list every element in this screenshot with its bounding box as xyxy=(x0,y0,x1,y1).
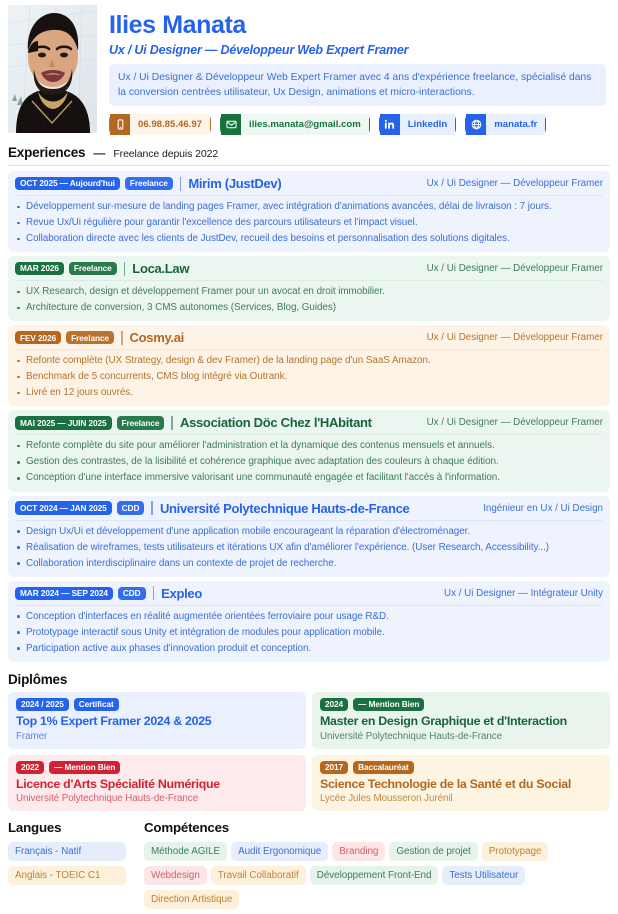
experience-org: Association Döc Chez l'HAbitant xyxy=(179,415,372,431)
experience-bullet: Refonte complète (UX Strategy, design & dev Framer) de la landing page d'un SaaS Amazon. xyxy=(15,353,603,369)
skill-tag: Travail Collaboratif xyxy=(211,866,306,885)
diploma-school: Université Polytechnique Hauts-de-France xyxy=(16,793,199,805)
experience-header xyxy=(15,500,603,519)
experience-bullet: Conception d'une interface immersive valorisant une communauté engagée et facilitant l'accès à l'information. xyxy=(15,470,603,486)
page-title: Ilies Manata xyxy=(109,11,246,39)
profile-role: Ux / Ui Designer — Développeur Web Expert Framer xyxy=(109,42,409,57)
experiences-dash: — xyxy=(93,146,106,160)
separator-bar xyxy=(153,586,155,600)
experience-period-badge: MAR 2024 — SEP 2024 xyxy=(15,587,113,600)
diploma-school: Université Polytechnique Hauts-de-France xyxy=(320,730,503,742)
envelope-icon xyxy=(221,114,241,135)
experience-item xyxy=(8,496,610,577)
diploma-mention-badge: — Mention Bien xyxy=(49,761,120,774)
experience-item xyxy=(8,325,610,406)
separator-bar xyxy=(151,501,153,515)
skill-tag: Méthode AGILE xyxy=(144,842,227,861)
skill-tag: Gestion de projet xyxy=(389,842,477,861)
diploma-item xyxy=(8,755,306,812)
experience-bullet: Participation active aux phases d'innovation produit et conception. xyxy=(15,641,603,657)
skill-tag: Branding xyxy=(332,842,385,861)
skill-list xyxy=(144,842,610,914)
skill-tag: Direction Artistique xyxy=(144,890,239,909)
experience-header xyxy=(15,260,603,279)
contact-linkedin-label: LinkedIn xyxy=(400,114,455,135)
avatar xyxy=(8,5,97,133)
diploma-title: Science Technologie de la Santé et du Social xyxy=(320,776,571,791)
skills-title: Compétences xyxy=(144,820,229,836)
separator-bar xyxy=(124,262,126,276)
experience-bullet-list xyxy=(15,524,603,572)
experience-bullet: Prototypage interactif sous Unity et intégration de modules pour application mobile. xyxy=(15,625,603,641)
experience-bullet: Réalisation de wireframes, tests utilisateurs et itérations UX afin d'améliorer l'expérience. (User Research, Accessibility...) xyxy=(15,540,603,556)
experience-divider xyxy=(15,195,603,196)
experience-bullet: Benchmark de 5 concurrents, CMS blog intégré via Outrank. xyxy=(15,369,603,385)
experience-item xyxy=(8,410,610,491)
contact-phone[interactable] xyxy=(109,114,211,135)
experiences-subtitle: Freelance depuis 2022 xyxy=(113,148,219,160)
diploma-badges xyxy=(320,698,602,711)
diploma-item xyxy=(312,755,610,812)
experience-bullet: Architecture de conversion, 3 CMS autonomes (Services, Blog, Guides) xyxy=(15,300,603,316)
portrait-photo-icon xyxy=(8,5,97,133)
language-tag: Français - Natif xyxy=(8,842,126,861)
diploma-mention-badge: — Mention Bien xyxy=(353,698,424,711)
diplomas-title: Diplômes xyxy=(8,671,68,687)
experience-period-badge: MAI 2025 — JUIN 2025 xyxy=(15,416,112,429)
experience-contract-badge: CDD xyxy=(117,501,145,514)
diploma-title: Master en Design Graphique et d'Interaction xyxy=(320,714,567,729)
diploma-mention-badge: Certificat xyxy=(74,698,119,711)
experience-jobtitle: Ux / Ui Designer — Développeur Framer xyxy=(426,178,603,189)
experience-item xyxy=(8,581,610,662)
experience-bullet-list xyxy=(15,438,603,486)
experience-contract-badge: Freelance xyxy=(117,416,165,429)
experience-org: Université Polytechnique Hauts-de-France xyxy=(159,500,410,516)
experience-header xyxy=(15,175,603,194)
experience-org: Mirim (JustDev) xyxy=(188,176,282,191)
diplomas-section-header xyxy=(8,672,610,687)
experience-header xyxy=(15,329,603,348)
experience-header xyxy=(15,585,603,604)
experience-bullet: Conception d'interfaces en réalité augmentée orientées ferroviaire pour usage R&D. xyxy=(15,609,603,625)
contact-list xyxy=(109,114,610,135)
experience-bullet: Développement sur-mesure de landing pages Framer, avec intégration d'animations avancées, délai de livraison : 7 jours. xyxy=(15,199,603,215)
experience-item xyxy=(8,171,610,252)
diploma-item xyxy=(8,692,306,749)
experience-bullet: Revue Ux/Ui régulière pour garantir l'excellence des parcours utilisateurs et l'impact visuel. xyxy=(15,215,603,231)
experience-divider xyxy=(15,520,603,521)
skill-tag: Webdesign xyxy=(144,866,207,885)
diploma-title: Licence d'Arts Spécialité Numérique xyxy=(16,776,220,791)
skills-column xyxy=(144,820,610,914)
experience-org: Loca.Law xyxy=(132,261,190,277)
languages-title: Langues xyxy=(8,820,62,836)
experience-divider xyxy=(15,349,603,350)
profile-summary: Ux / Ui Designer & Développeur Web Expert Framer avec 4 ans d'expérience freelance, spécialisé dans la conversion centrées utilisateur, Ux Design, animations et micro-interactions. xyxy=(109,64,606,107)
contact-email-label: ilies.manata@gmail.com xyxy=(241,114,369,135)
diploma-grid xyxy=(8,692,610,812)
globe-icon xyxy=(466,114,486,135)
contact-email[interactable] xyxy=(220,114,370,135)
diploma-year-badge: 2017 xyxy=(320,761,348,774)
experience-bullet: Refonte complète du site pour améliorer l'administration et la dynamique des contenus mensuels et annuels. xyxy=(15,438,603,454)
diploma-badges xyxy=(16,698,298,711)
diploma-year-badge: 2022 xyxy=(16,761,44,774)
experience-bullet-list xyxy=(15,353,603,401)
separator-bar xyxy=(171,416,173,430)
experience-bullet: Design Ux/Ui et développement d'une application mobile encourageant la réparation d'électroménager. xyxy=(15,524,603,540)
diploma-item xyxy=(312,692,610,749)
experience-divider xyxy=(15,434,603,435)
experience-bullet-list xyxy=(15,609,603,657)
experience-bullet-list xyxy=(15,199,603,247)
languages-column xyxy=(8,820,126,914)
linkedin-icon xyxy=(380,114,400,135)
experience-bullet: Gestion des contrastes, de la lisibilité et cohérence graphique avec adaptation des couleurs à chaque édition. xyxy=(15,454,603,470)
experience-contract-badge: Freelance xyxy=(125,177,173,190)
phone-icon xyxy=(110,114,130,135)
experience-divider xyxy=(15,280,603,281)
experience-jobtitle: Ux / Ui Designer — Développeur Framer xyxy=(426,417,603,429)
experience-period-badge: MAR 2026 xyxy=(15,262,64,275)
diploma-school: Framer xyxy=(16,730,48,742)
diploma-title: Top 1% Expert Framer 2024 & 2025 xyxy=(16,714,212,729)
contact-linkedin[interactable] xyxy=(379,114,456,135)
separator-bar xyxy=(121,331,123,345)
contact-website-label: manata.fr xyxy=(486,114,545,135)
experience-period-badge: OCT 2024 — JAN 2025 xyxy=(15,501,112,514)
skill-tag: Tests Utilisateur xyxy=(442,866,525,885)
skill-tag: Développement Front-End xyxy=(310,866,439,885)
skill-tag: Audit Ergonomique xyxy=(231,842,328,861)
experience-org: Cosmy.ai xyxy=(129,330,184,346)
experience-jobtitle: Ux / Ui Designer — Développeur Framer xyxy=(426,263,603,275)
experience-period-badge: FEV 2026 xyxy=(15,331,61,344)
diploma-badges xyxy=(16,761,298,774)
experience-bullet: Collaboration directe avec les clients de JustDev, recueil des besoins et personnalisation des solutions digitales. xyxy=(15,231,603,247)
diploma-badges xyxy=(320,761,602,774)
experience-divider xyxy=(15,605,603,606)
experience-header xyxy=(15,414,603,433)
header-text xyxy=(109,5,610,135)
experience-bullet: UX Research, design et développement Framer pour un avocat en droit immobilier. xyxy=(15,284,603,300)
contact-website[interactable] xyxy=(465,114,546,135)
skill-tag: Prototypage xyxy=(482,842,549,861)
diploma-year-badge: 2024 xyxy=(320,698,348,711)
experiences-rule xyxy=(8,165,610,166)
experience-bullet: Collaboration interdisciplinaire dans un contexte de projet de recherche. xyxy=(15,556,603,572)
contact-phone-label: 06.98.85.46.97 xyxy=(130,114,210,135)
experience-contract-badge: CDD xyxy=(118,587,146,600)
experiences-title: Experiences xyxy=(8,145,86,160)
language-tag: Anglais - TOEIC C1 xyxy=(8,866,126,885)
diploma-school: Lycée Jules Mousseron Jurénil xyxy=(320,793,453,805)
language-list xyxy=(8,842,126,885)
experience-contract-badge: Freelance xyxy=(66,331,114,344)
diploma-mention-badge: Baccalauréat xyxy=(353,761,413,774)
header xyxy=(8,5,610,135)
experience-org: Expleo xyxy=(161,585,202,601)
experience-jobtitle: Ux / Ui Designer — Développeur Framer xyxy=(426,332,603,344)
experience-period-badge: OCT 2025 — Aujourd'hui xyxy=(15,177,120,190)
diploma-year-badge: 2024 / 2025 xyxy=(16,698,69,711)
experience-item xyxy=(8,256,610,321)
experience-jobtitle: Ux / Ui Designer — Intégrateur Unity xyxy=(444,587,603,599)
experiences-section-header xyxy=(8,145,610,160)
experience-jobtitle: Ingénieur en Ux / Ui Design xyxy=(483,502,603,514)
experience-bullet-list xyxy=(15,284,603,316)
experience-list xyxy=(8,171,610,662)
separator-bar xyxy=(180,177,182,191)
bottom-section xyxy=(8,820,610,914)
experience-contract-badge: Freelance xyxy=(69,262,117,275)
experience-bullet: Livré en 12 jours ouvrés. xyxy=(15,385,603,401)
